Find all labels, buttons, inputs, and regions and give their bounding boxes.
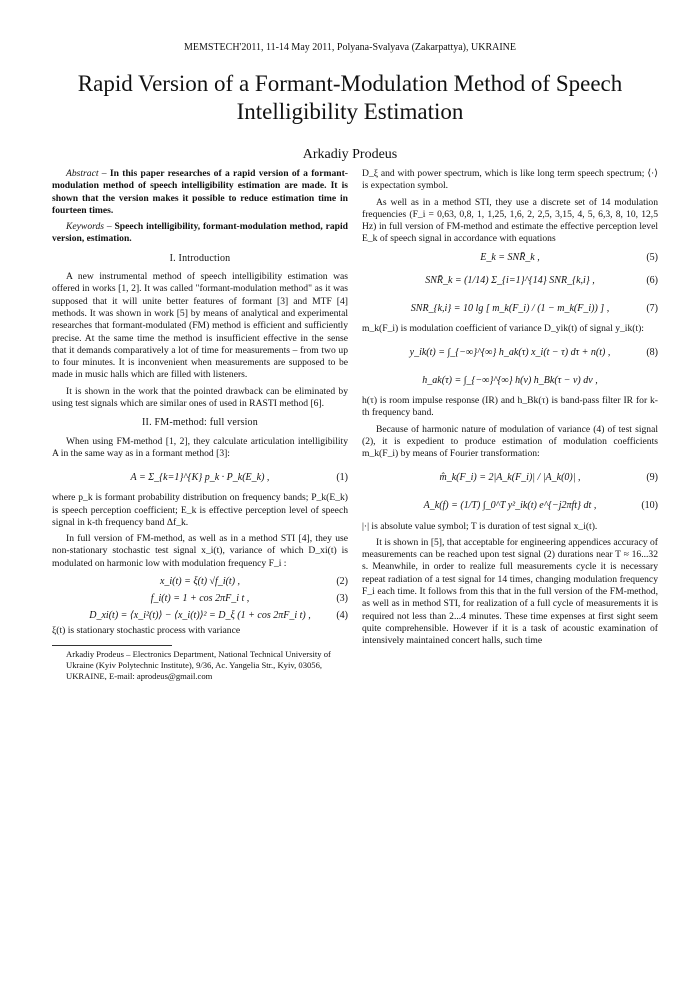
equation-3 <box>52 591 348 608</box>
footnote-rule <box>52 645 172 646</box>
equation-1 <box>52 464 348 492</box>
equation-number: (3) <box>336 593 348 605</box>
equation-number: (5) <box>646 252 658 264</box>
keywords-label: Keywords – <box>66 221 112 233</box>
equation-number: (8) <box>646 346 658 358</box>
paragraph: D_ξ and with power spectrum, which is like long term speech spectrum; ⟨·⟩ is expectation symbol. <box>362 168 658 192</box>
equation-7 <box>362 295 658 323</box>
equation-5 <box>362 250 658 267</box>
section-heading-introduction: I. Introduction <box>169 252 231 264</box>
equation-number: (4) <box>336 610 348 622</box>
equation-body: A = Σ_{k=1}^{K} p_k · P_k(E_k) , <box>130 472 270 484</box>
paragraph: m_k(F_i) is modulation coefficient of variance D_yik(t) of signal y_ik(t): <box>362 322 644 334</box>
equation-body: D_xi(t) = ⟨x_i²(t)⟩ − ⟨x_i(t)⟩² = D_ξ (1 + cos 2πF_i t) , <box>89 610 311 622</box>
equation-number: (10) <box>641 500 658 512</box>
paragraph: It is shown in the work that the pointed drawback can be eliminated by using test signals which are similar ones of used in RASTI method [6]. <box>52 385 348 410</box>
equation-body: h_ak(τ) = ∫_{−∞}^{∞} h(v) h_Bk(τ − v) dv , <box>422 374 598 386</box>
equation-body: x_i(t) = ξ(t) √f_i(t) , <box>159 576 241 588</box>
abstract-text: In this paper researches of a rapid version of a formant-modulation method of speech intelligibility estimation are made. It is shown that the version makes it possible to reduce estimation time in fourteen times. <box>52 168 348 216</box>
keywords-text: Speech intelligibility, formant-modulation method, rapid version, estimation. <box>52 221 348 245</box>
equation-body: m̂_k(F_i) = 2|A_k(F_i)| / |A_k(0)| , <box>439 472 581 484</box>
equation-body: f_i(t) = 1 + cos 2πF_i t , <box>150 593 250 605</box>
abstract <box>52 168 348 217</box>
footnote: Arkadiy Prodeus – Electronics Department, National Technical University of Ukraine (Kyiv Polytechnic Institute), 9/36, Ac. Yangelia Str., Kyiv, 03056, UKRAINE, E-mail: aprodeus@gmail.com <box>66 649 331 681</box>
equation-number: (2) <box>336 576 348 588</box>
author: Arkadiy Prodeus <box>302 147 398 162</box>
equation-number: (9) <box>646 472 658 484</box>
equation-8b <box>362 367 658 395</box>
paragraph: In full version of FM-method, as well as in a method STI [4], they use non-stationary stochastic test signal x_i(t), variance of which D_xi(t) is modulated on harmonic low with modulation frequency F_i : <box>52 533 348 569</box>
equation-number: (6) <box>646 274 658 286</box>
equation-body: E_k = SNR̄_k , <box>480 252 540 264</box>
paragraph: As well as in a method STI, they use a discrete set of 14 modulation frequencies (F_i = 0,63, 0,8, 1, 1,25, 1,6, 2, 2,5, 3,15, 4, 5, 6,3, 8, 10, 12,5 Hz) in full version of FM-method and estimate the effective perception level E_k of speech signal in accordance with equations <box>362 196 658 245</box>
paragraph: where p_k is formant probability distribution on frequency bands; P_k(E_k) is speech perception coefficient; E_k is effective perception level of speech signal in k-th frequency band Δf_k. <box>52 492 348 528</box>
paragraph: ξ(t) is stationary stochastic process with variance <box>52 625 241 637</box>
abstract-label: Abstract – <box>66 168 107 179</box>
equation-body: SNR̄_k = (1/14) Σ_{i=1}^{14} SNR_{k,i} , <box>425 274 595 286</box>
right-column <box>362 168 658 652</box>
equation-body: SNR_{k,i} = 10 lg [ m_k(F_i) / (1 − m_k(F_i)) ] , <box>410 302 610 314</box>
left-column <box>52 168 348 681</box>
paper-title: Rapid Version of a Formant-Modulation Method of Speech Intelligibility Estimation <box>77 71 623 124</box>
paragraph: When using FM-method [1, 2], they calculate articulation intelligibility A in the same way as in a formant method [3]: <box>52 435 348 459</box>
equation-6 <box>362 267 658 295</box>
conference-header: MEMSTECH'2011, 11-14 May 2011, Polyana-Svalyava (Zakarpattya), UKRAINE <box>183 42 517 53</box>
equation-9 <box>362 465 658 493</box>
paragraph: A new instrumental method of speech intelligibility estimation was offered in works [1, 2]. It was called "formant-modulation method" as it was supposed that it will unite better features of formant [3] and MTF [4] methods. It was shown in work [5] by means of analytical and experimental researches that formant-modulated (FM) method is efficient and sufficiently precise. At the same time the method is insufficient effective in the sense that it demands comparatively a lot of time for measurements – from two up to four minutes. It is inconvenient when measurements are supposed to be made in music halls which are filled with listeners. <box>52 271 348 381</box>
paragraph: h(τ) is room impulse response (IR) and h_Bk(τ) is band-pass filter IR for k-th frequency band. <box>362 395 658 419</box>
equation-2 <box>52 574 348 591</box>
paragraph: Because of harmonic nature of modulation of variance (4) of test signal (2), it is expedient to produce estimation of modulation coefficients m_k(F_i) by means of Fourier transformation: <box>362 423 658 460</box>
paragraph: It is shown in [5], that acceptable for engineering appendices accuracy of measurements can be reached upon test signal (2) durations near T ≈ 16...32 s. Meanwhile, in order to realize full measurements cycle it is necessary repeat radiation of a test signal for 14 times, changing modulation frequency F_i each time. It follows from this that in the full version of the FM-method, as well as in method STI, for realization of a full cycle of measurements it is required not less than 2...4 minutes. These time expenses at first sight seem quite comprehensible. However if it is a task of acoustic examination of intensively maintained concert halls, such time <box>362 536 658 647</box>
keywords <box>52 221 348 246</box>
equation-body: y_ik(t) = ∫_{−∞}^{∞} h_ak(τ) x_i(t − τ) dτ + n(t) , <box>409 346 611 358</box>
paragraph: |·| is absolute value symbol; T is duration of test signal x_i(t). <box>362 520 598 532</box>
equation-number: (7) <box>646 302 658 314</box>
section-heading-fm-method: II. FM-method: full version <box>142 417 258 429</box>
equation-number: (1) <box>336 472 348 484</box>
equation-10 <box>362 493 658 521</box>
equation-body: A_k(f) = (1/T) ∫_0^T y²_ik(t) e^{−j2πft} dt , <box>423 500 597 512</box>
equation-4 <box>52 608 348 625</box>
equation-8 <box>362 339 658 367</box>
